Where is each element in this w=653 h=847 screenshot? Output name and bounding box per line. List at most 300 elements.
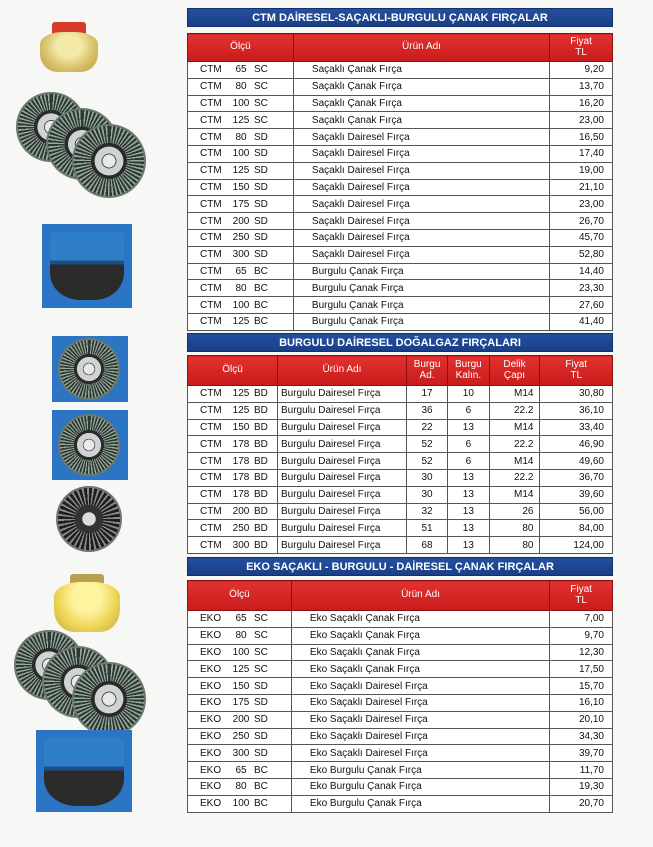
price: 20,10 bbox=[550, 711, 613, 728]
table-row bbox=[188, 162, 613, 179]
product-name: Eko Saçaklı Dairesel Fırça bbox=[291, 711, 549, 728]
header-fiyat: Fiyat TL bbox=[540, 356, 613, 386]
table-row bbox=[188, 419, 613, 436]
price: 124,00 bbox=[540, 537, 613, 554]
burgu-adet: 51 bbox=[406, 520, 447, 537]
price: 9,20 bbox=[550, 62, 613, 79]
table-body bbox=[188, 62, 613, 331]
table-row bbox=[188, 678, 613, 695]
twist-wheel-brush-image-2 bbox=[52, 410, 128, 480]
code-size: 125 bbox=[232, 663, 250, 675]
price: 7,00 bbox=[550, 611, 613, 628]
product-code bbox=[188, 520, 278, 537]
price: 27,60 bbox=[550, 297, 613, 314]
product-name: Burgulu Çanak Fırça bbox=[293, 297, 549, 314]
price: 30,80 bbox=[540, 386, 613, 403]
product-code bbox=[188, 644, 292, 661]
product-name: Burgulu Dairesel Fırça bbox=[278, 419, 407, 436]
code-prefix: CTM bbox=[200, 316, 222, 328]
code-type: BC bbox=[254, 798, 268, 810]
code-type: SC bbox=[254, 663, 268, 675]
table-row bbox=[188, 129, 613, 146]
code-prefix: CTM bbox=[200, 114, 222, 126]
code-prefix: CTM bbox=[200, 505, 222, 517]
burgu-kalinlik: 13 bbox=[448, 486, 489, 503]
code-type: SC bbox=[254, 81, 268, 93]
code-prefix: CTM bbox=[200, 81, 222, 93]
code-size: 80 bbox=[235, 630, 247, 642]
code-prefix: CTM bbox=[200, 97, 222, 109]
code-type: SC bbox=[254, 613, 268, 625]
price: 20,70 bbox=[550, 795, 613, 812]
code-type: BD bbox=[254, 421, 268, 433]
code-size: 65 bbox=[235, 64, 247, 76]
section-3-title: EKO SAÇAKLI - BURGULU - DAİRESEL ÇANAK FIRÇALAR bbox=[187, 557, 613, 576]
burgu-adet: 30 bbox=[406, 486, 447, 503]
price: 14,40 bbox=[550, 263, 613, 280]
table-row bbox=[188, 213, 613, 230]
code-type: SD bbox=[254, 148, 268, 160]
product-code bbox=[188, 537, 278, 554]
price: 17,50 bbox=[550, 661, 613, 678]
product-name: Burgulu Dairesel Fırça bbox=[278, 486, 407, 503]
code-type: SD bbox=[254, 232, 268, 244]
code-size: 250 bbox=[232, 232, 250, 244]
code-prefix: CTM bbox=[200, 522, 222, 534]
ctm-cup-brush-table bbox=[187, 33, 613, 331]
code-prefix: CTM bbox=[200, 198, 222, 210]
product-code bbox=[188, 229, 294, 246]
table-row bbox=[188, 179, 613, 196]
code-size: 125 bbox=[232, 316, 250, 328]
product-name: Eko Saçaklı Dairesel Fırça bbox=[291, 728, 549, 745]
code-prefix: CTM bbox=[200, 215, 222, 227]
code-size: 200 bbox=[232, 215, 250, 227]
code-type: BD bbox=[254, 388, 268, 400]
burgu-adet: 36 bbox=[406, 402, 447, 419]
code-type: BD bbox=[254, 522, 268, 534]
code-size: 65 bbox=[235, 764, 247, 776]
code-size: 100 bbox=[232, 798, 250, 810]
delik-capi: 26 bbox=[489, 503, 540, 520]
price: 12,30 bbox=[550, 644, 613, 661]
table-row bbox=[188, 520, 613, 537]
table-row bbox=[188, 297, 613, 314]
price: 46,90 bbox=[540, 436, 613, 453]
product-name: Saçaklı Dairesel Fırça bbox=[293, 162, 549, 179]
delik-capi: M14 bbox=[489, 386, 540, 403]
code-type: BC bbox=[254, 265, 268, 277]
code-type: SD bbox=[254, 747, 268, 759]
product-code bbox=[188, 795, 292, 812]
price: 16,20 bbox=[550, 95, 613, 112]
code-size: 200 bbox=[232, 714, 250, 726]
table-row bbox=[188, 537, 613, 554]
price: 39,60 bbox=[540, 486, 613, 503]
table-row bbox=[188, 402, 613, 419]
header-fiyat: Fiyat TL bbox=[550, 34, 613, 62]
code-prefix: CTM bbox=[200, 181, 222, 193]
code-size: 178 bbox=[232, 455, 250, 467]
price: 84,00 bbox=[540, 520, 613, 537]
price: 52,80 bbox=[550, 246, 613, 263]
code-prefix: EKO bbox=[200, 680, 222, 692]
code-prefix: CTM bbox=[200, 405, 222, 417]
product-name: Eko Saçaklı Çanak Fırça bbox=[291, 661, 549, 678]
product-name: Burgulu Dairesel Fırça bbox=[278, 520, 407, 537]
code-prefix: EKO bbox=[200, 730, 222, 742]
header-urun-adi: Ürün Adı bbox=[291, 581, 549, 611]
code-prefix: CTM bbox=[200, 539, 222, 551]
delik-capi: 80 bbox=[489, 537, 540, 554]
product-code bbox=[188, 469, 278, 486]
table-row bbox=[188, 694, 613, 711]
code-size: 175 bbox=[232, 198, 250, 210]
delik-capi: M14 bbox=[489, 486, 540, 503]
product-code bbox=[188, 179, 294, 196]
code-size: 100 bbox=[232, 646, 250, 658]
table-row bbox=[188, 436, 613, 453]
code-prefix: CTM bbox=[200, 472, 222, 484]
table-row bbox=[188, 263, 613, 280]
price: 39,70 bbox=[550, 745, 613, 762]
product-name: Saçaklı Dairesel Fırça bbox=[293, 196, 549, 213]
header-olcu: Ölçü bbox=[188, 581, 292, 611]
table-row bbox=[188, 280, 613, 297]
code-size: 100 bbox=[232, 148, 250, 160]
delik-capi: M14 bbox=[489, 453, 540, 470]
product-code bbox=[188, 297, 294, 314]
product-name: Saçaklı Çanak Fırça bbox=[293, 62, 549, 79]
product-code bbox=[188, 162, 294, 179]
product-code bbox=[188, 762, 292, 779]
eko-knot-cup-brush-image bbox=[36, 730, 132, 812]
price: 21,10 bbox=[550, 179, 613, 196]
product-code bbox=[188, 419, 278, 436]
code-size: 65 bbox=[235, 613, 247, 625]
price: 19,00 bbox=[550, 162, 613, 179]
product-name: Burgulu Dairesel Fırça bbox=[278, 453, 407, 470]
price: 23,30 bbox=[550, 280, 613, 297]
burgu-kalinlik: 13 bbox=[448, 520, 489, 537]
code-prefix: CTM bbox=[200, 131, 222, 143]
code-type: SC bbox=[254, 630, 268, 642]
product-code bbox=[188, 745, 292, 762]
burgu-kalinlik: 13 bbox=[448, 419, 489, 436]
product-code bbox=[188, 503, 278, 520]
table-row bbox=[188, 112, 613, 129]
section-2-title: BURGULU DAİRESEL DOĞALGAZ FIRÇALARI bbox=[187, 333, 613, 352]
table-row bbox=[188, 711, 613, 728]
product-name: Eko Burgulu Çanak Fırça bbox=[291, 778, 549, 795]
code-size: 65 bbox=[235, 265, 247, 277]
code-type: BD bbox=[254, 505, 268, 517]
product-name: Eko Saçaklı Dairesel Fırça bbox=[291, 694, 549, 711]
table-row bbox=[188, 386, 613, 403]
code-size: 125 bbox=[232, 388, 250, 400]
code-type: BC bbox=[254, 764, 268, 776]
code-size: 80 bbox=[235, 131, 247, 143]
code-size: 150 bbox=[232, 421, 250, 433]
code-size: 80 bbox=[235, 282, 247, 294]
product-name: Saçaklı Çanak Fırça bbox=[293, 78, 549, 95]
header-urun-adi: Ürün Adı bbox=[293, 34, 549, 62]
code-type: SD bbox=[254, 714, 268, 726]
code-size: 250 bbox=[232, 522, 250, 534]
header-olcu: Ölçü bbox=[188, 34, 294, 62]
ctm-twisted-brush-table bbox=[187, 355, 613, 554]
code-type: SC bbox=[254, 114, 268, 126]
code-size: 178 bbox=[232, 438, 250, 450]
product-code bbox=[188, 263, 294, 280]
code-size: 178 bbox=[232, 472, 250, 484]
product-code bbox=[188, 62, 294, 79]
table-row bbox=[188, 246, 613, 263]
price: 33,40 bbox=[540, 419, 613, 436]
burgu-kalinlik: 6 bbox=[448, 402, 489, 419]
code-type: SD bbox=[254, 730, 268, 742]
price: 17,40 bbox=[550, 145, 613, 162]
price: 41,40 bbox=[550, 313, 613, 330]
price: 45,70 bbox=[550, 229, 613, 246]
product-name: Saçaklı Dairesel Fırça bbox=[293, 229, 549, 246]
price: 13,70 bbox=[550, 78, 613, 95]
burgu-kalinlik: 10 bbox=[448, 386, 489, 403]
code-prefix: CTM bbox=[200, 148, 222, 160]
wheel-brush-set-image bbox=[16, 92, 146, 202]
twist-wheel-brush-image-1 bbox=[52, 336, 128, 402]
burgu-kalinlik: 13 bbox=[448, 537, 489, 554]
code-type: BC bbox=[254, 299, 268, 311]
code-prefix: EKO bbox=[200, 697, 222, 709]
product-name: Eko Saçaklı Çanak Fırça bbox=[291, 644, 549, 661]
code-size: 125 bbox=[232, 114, 250, 126]
product-code bbox=[188, 778, 292, 795]
table-row bbox=[188, 778, 613, 795]
eko-wheel-brush-set-image bbox=[14, 630, 146, 738]
price: 26,70 bbox=[550, 213, 613, 230]
product-code bbox=[188, 694, 292, 711]
table-row bbox=[188, 62, 613, 79]
product-name: Eko Burgulu Çanak Fırça bbox=[291, 795, 549, 812]
product-code bbox=[188, 386, 278, 403]
price: 36,10 bbox=[540, 402, 613, 419]
header-burgu-kalin: Burgu Kalın. bbox=[448, 356, 489, 386]
code-size: 125 bbox=[232, 165, 250, 177]
product-images bbox=[0, 0, 183, 847]
table-row bbox=[188, 229, 613, 246]
code-type: BD bbox=[254, 438, 268, 450]
code-prefix: CTM bbox=[200, 282, 222, 294]
delik-capi: M14 bbox=[489, 419, 540, 436]
code-prefix: CTM bbox=[200, 421, 222, 433]
code-prefix: EKO bbox=[200, 747, 222, 759]
code-size: 200 bbox=[232, 505, 250, 517]
product-code bbox=[188, 196, 294, 213]
product-name: Eko Burgulu Çanak Fırça bbox=[291, 762, 549, 779]
product-name: Saçaklı Dairesel Fırça bbox=[293, 179, 549, 196]
burgu-adet: 68 bbox=[406, 537, 447, 554]
code-size: 100 bbox=[232, 97, 250, 109]
product-name: Saçaklı Dairesel Fırça bbox=[293, 145, 549, 162]
product-name: Saçaklı Dairesel Fırça bbox=[293, 246, 549, 263]
burgu-adet: 32 bbox=[406, 503, 447, 520]
code-prefix: CTM bbox=[200, 265, 222, 277]
code-type: SC bbox=[254, 64, 268, 76]
product-name: Burgulu Dairesel Fırça bbox=[278, 469, 407, 486]
code-prefix: CTM bbox=[200, 165, 222, 177]
price: 34,30 bbox=[550, 728, 613, 745]
code-type: SD bbox=[254, 249, 268, 261]
price: 36,70 bbox=[540, 469, 613, 486]
eko-yellow-cup-brush-image bbox=[52, 574, 122, 634]
product-code bbox=[188, 678, 292, 695]
product-name: Burgulu Dairesel Fırça bbox=[278, 402, 407, 419]
burgu-kalinlik: 13 bbox=[448, 469, 489, 486]
burgu-kalinlik: 13 bbox=[448, 503, 489, 520]
table-row bbox=[188, 661, 613, 678]
code-type: SD bbox=[254, 680, 268, 692]
code-prefix: CTM bbox=[200, 455, 222, 467]
table-row bbox=[188, 745, 613, 762]
delik-capi: 80 bbox=[489, 520, 540, 537]
code-type: BD bbox=[254, 539, 268, 551]
table-row bbox=[188, 795, 613, 812]
burgu-kalinlik: 6 bbox=[448, 453, 489, 470]
price: 15,70 bbox=[550, 678, 613, 695]
product-code bbox=[188, 611, 292, 628]
table-row bbox=[188, 78, 613, 95]
product-name: Burgulu Dairesel Fırça bbox=[278, 503, 407, 520]
delik-capi: 22.2 bbox=[489, 402, 540, 419]
code-prefix: EKO bbox=[200, 613, 222, 625]
table-row bbox=[188, 503, 613, 520]
product-code bbox=[188, 627, 292, 644]
code-prefix: EKO bbox=[200, 630, 222, 642]
eko-cup-brush-table bbox=[187, 580, 613, 813]
table-row bbox=[188, 313, 613, 330]
price: 23,00 bbox=[550, 196, 613, 213]
code-prefix: CTM bbox=[200, 438, 222, 450]
code-type: SD bbox=[254, 131, 268, 143]
code-size: 80 bbox=[235, 81, 247, 93]
product-name: Eko Saçaklı Dairesel Fırça bbox=[291, 745, 549, 762]
code-size: 250 bbox=[232, 730, 250, 742]
header-urun-adi: Ürün Adı bbox=[278, 356, 407, 386]
code-prefix: EKO bbox=[200, 646, 222, 658]
header-fiyat: Fiyat TL bbox=[550, 581, 613, 611]
code-size: 175 bbox=[232, 697, 250, 709]
code-type: BD bbox=[254, 489, 268, 501]
code-prefix: EKO bbox=[200, 663, 222, 675]
product-name: Saçaklı Dairesel Fırça bbox=[293, 129, 549, 146]
product-name: Saçaklı Çanak Fırça bbox=[293, 112, 549, 129]
table-row bbox=[188, 145, 613, 162]
product-name: Burgulu Dairesel Fırça bbox=[278, 436, 407, 453]
code-size: 300 bbox=[232, 747, 250, 759]
table-row bbox=[188, 95, 613, 112]
table-row bbox=[188, 762, 613, 779]
price: 56,00 bbox=[540, 503, 613, 520]
product-code bbox=[188, 486, 278, 503]
burgu-adet: 22 bbox=[406, 419, 447, 436]
code-prefix: CTM bbox=[200, 299, 222, 311]
burgu-adet: 52 bbox=[406, 436, 447, 453]
table-body bbox=[188, 386, 613, 554]
product-name: Saçaklı Dairesel Fırça bbox=[293, 213, 549, 230]
code-type: SD bbox=[254, 165, 268, 177]
yellow-cup-brush-image bbox=[40, 22, 98, 72]
code-size: 178 bbox=[232, 489, 250, 501]
price: 9,70 bbox=[550, 627, 613, 644]
product-name: Saçaklı Çanak Fırça bbox=[293, 95, 549, 112]
product-code bbox=[188, 280, 294, 297]
table-body bbox=[188, 611, 613, 813]
header-delik-capi: Delik Çapı bbox=[489, 356, 540, 386]
code-size: 80 bbox=[235, 781, 247, 793]
code-prefix: EKO bbox=[200, 781, 222, 793]
product-code bbox=[188, 78, 294, 95]
product-name: Burgulu Çanak Fırça bbox=[293, 313, 549, 330]
price: 19,30 bbox=[550, 778, 613, 795]
table-row bbox=[188, 453, 613, 470]
code-size: 125 bbox=[232, 405, 250, 417]
product-code bbox=[188, 313, 294, 330]
code-type: SC bbox=[254, 97, 268, 109]
code-prefix: EKO bbox=[200, 714, 222, 726]
product-name: Eko Saçaklı Dairesel Fırça bbox=[291, 678, 549, 695]
code-type: BD bbox=[254, 405, 268, 417]
price: 11,70 bbox=[550, 762, 613, 779]
product-code bbox=[188, 246, 294, 263]
table-row bbox=[188, 486, 613, 503]
product-code bbox=[188, 453, 278, 470]
product-name: Eko Saçaklı Çanak Fırça bbox=[291, 611, 549, 628]
burgu-kalinlik: 6 bbox=[448, 436, 489, 453]
code-prefix: EKO bbox=[200, 764, 222, 776]
delik-capi: 22.2 bbox=[489, 436, 540, 453]
product-code bbox=[188, 402, 278, 419]
code-type: SD bbox=[254, 215, 268, 227]
table-row bbox=[188, 644, 613, 661]
price: 16,50 bbox=[550, 129, 613, 146]
product-code bbox=[188, 436, 278, 453]
product-code bbox=[188, 661, 292, 678]
burgu-adet: 17 bbox=[406, 386, 447, 403]
knot-cup-brush-image bbox=[42, 224, 132, 308]
product-name: Burgulu Çanak Fırça bbox=[293, 280, 549, 297]
code-type: BD bbox=[254, 455, 268, 467]
price: 16,10 bbox=[550, 694, 613, 711]
product-code bbox=[188, 95, 294, 112]
code-prefix: CTM bbox=[200, 489, 222, 501]
code-type: BC bbox=[254, 282, 268, 294]
header-burgu-ad: Burgu Ad. bbox=[406, 356, 447, 386]
table-row bbox=[188, 196, 613, 213]
code-size: 100 bbox=[232, 299, 250, 311]
code-size: 300 bbox=[232, 539, 250, 551]
code-type: BC bbox=[254, 316, 268, 328]
product-code bbox=[188, 129, 294, 146]
code-type: BD bbox=[254, 472, 268, 484]
product-code bbox=[188, 728, 292, 745]
code-prefix: CTM bbox=[200, 232, 222, 244]
code-prefix: CTM bbox=[200, 64, 222, 76]
table-row bbox=[188, 469, 613, 486]
product-name: Burgulu Dairesel Fırça bbox=[278, 537, 407, 554]
code-type: SC bbox=[254, 646, 268, 658]
code-prefix: CTM bbox=[200, 249, 222, 261]
